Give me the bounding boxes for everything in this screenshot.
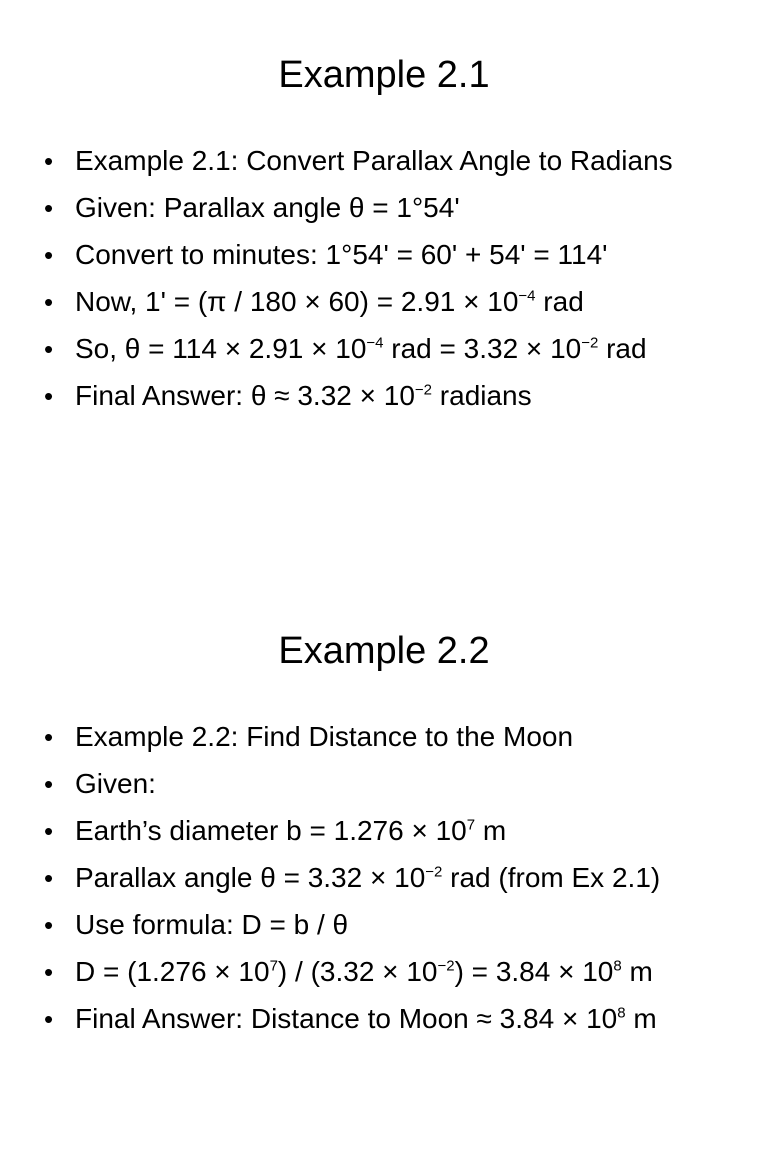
- bullet-dot-icon: •: [44, 957, 54, 987]
- bullet-text: rad = 3.32 × 10: [383, 333, 582, 364]
- superscript: −2: [581, 334, 599, 352]
- superscript: −2: [414, 381, 433, 399]
- bullet-text: m: [621, 956, 653, 987]
- bullet-item: [40, 140, 730, 182]
- bullet-dot-icon: •: [44, 146, 54, 176]
- bullet-text: Example 2.1: Convert Parallax Angle to Radians: [75, 145, 673, 176]
- bullet-dot-icon: •: [44, 722, 54, 752]
- superscript: −4: [366, 334, 384, 352]
- bullet-item: [40, 375, 730, 417]
- bullet-list: [40, 716, 730, 1045]
- bullet-item: [40, 857, 730, 899]
- superscript: 8: [613, 957, 622, 975]
- bullet-text: ) = 3.84 × 10: [454, 956, 614, 987]
- bullet-text: rad: [535, 286, 584, 317]
- bullet-list: [40, 140, 730, 422]
- bullet-dot-icon: •: [44, 816, 54, 846]
- bullet-dot-icon: •: [44, 863, 54, 893]
- bullet-item: [40, 763, 730, 805]
- bullet-text: Example 2.2: Find Distance to the Moon: [75, 721, 574, 752]
- bullet-text: radians: [432, 380, 532, 411]
- slide-example-2-2: [0, 576, 768, 1152]
- bullet-text: Final Answer: θ ≈ 3.32 × 10: [75, 380, 415, 411]
- bullet-text: m: [625, 1003, 657, 1034]
- bullet-text: Given:: [75, 768, 156, 799]
- bullet-dot-icon: •: [44, 769, 54, 799]
- bullet-item: [40, 951, 730, 993]
- superscript: −2: [437, 957, 455, 975]
- bullet-item: [40, 187, 730, 229]
- bullet-dot-icon: •: [44, 381, 54, 411]
- bullet-item: [40, 234, 730, 276]
- bullet-text: D = (1.276 × 10: [75, 956, 270, 987]
- superscript: 7: [466, 816, 476, 834]
- slide-title: Example 2.1: [278, 54, 490, 96]
- bullet-dot-icon: •: [44, 910, 54, 940]
- bullet-item: [40, 810, 730, 852]
- bullet-text: m: [475, 815, 507, 846]
- bullet-text: ) / (3.32 × 10: [277, 956, 438, 987]
- bullet-text: Now, 1' = (π / 180 × 60) = 2.91 × 10: [75, 286, 519, 317]
- bullet-dot-icon: •: [44, 240, 54, 270]
- bullet-dot-icon: •: [44, 334, 54, 364]
- superscript: 8: [617, 1004, 626, 1022]
- bullet-item: [40, 904, 730, 946]
- bullet-dot-icon: •: [44, 287, 54, 317]
- slide-title: Example 2.2: [278, 630, 490, 672]
- bullet-text: Parallax angle θ = 3.32 × 10: [75, 862, 426, 893]
- bullet-text: Use formula: D = b / θ: [75, 909, 349, 940]
- bullet-text: Final Answer: Distance to Moon ≈ 3.84 × 10: [75, 1003, 618, 1034]
- bullet-text: Earth’s diameter b = 1.276 × 10: [75, 815, 467, 846]
- bullet-item: [40, 716, 730, 758]
- bullet-item: [40, 998, 730, 1040]
- bullet-item: [40, 328, 730, 370]
- bullet-text: So, θ = 114 × 2.91 × 10: [75, 333, 367, 364]
- bullet-item: [40, 281, 730, 323]
- bullet-dot-icon: •: [44, 193, 54, 223]
- superscript: 7: [269, 957, 278, 975]
- bullet-text: Convert to minutes: 1°54' = 60' + 54' = 114': [75, 239, 608, 270]
- bullet-text: Given: Parallax angle θ = 1°54': [75, 192, 460, 223]
- bullet-dot-icon: •: [44, 1004, 54, 1034]
- superscript: −4: [518, 287, 536, 305]
- bullet-text: rad: [598, 333, 647, 364]
- bullet-text: rad (from Ex 2.1): [442, 862, 661, 893]
- superscript: −2: [425, 863, 443, 881]
